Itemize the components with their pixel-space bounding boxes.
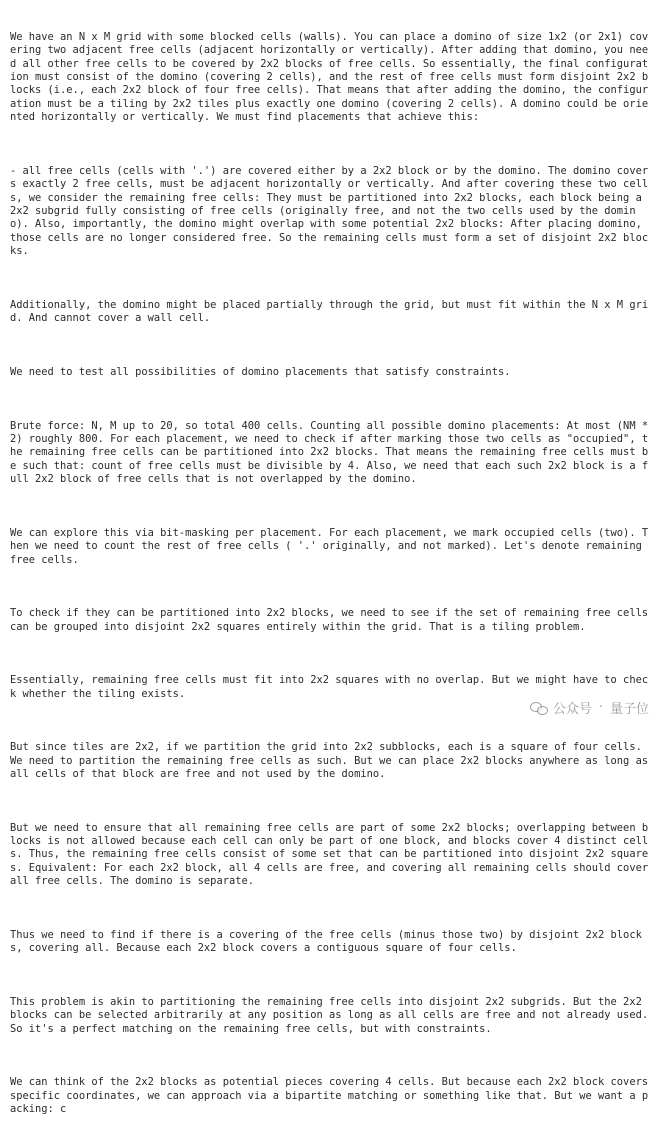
paragraph: We need to test all possibilities of domino placements that satisfy constraints. — [10, 365, 511, 378]
paragraph: Thus we need to find if there is a covering of the free cells (minus those two) by disjoint 2x2 blocks, covering all. Because each 2x2 block covers a contiguous square of four cells. — [10, 928, 642, 955]
watermark-separator: · — [598, 700, 603, 715]
paragraph: - all free cells (cells with '.') are covered either by a 2x2 block or by the domino. The domino covers exactly 2 free cells, must be adjacent horizontally or vertically. And after covering these two cells, we consider the remaining free cells: They must be partitioned into 2x2 blocks, each block being a 2x2 subgrid fully consisting of free cells (originally free, and not the two cells used by the domino). Also, importantly, the domino might overlap with some potential 2x2 blocks: After placing domino, those cells are no longer considered free. So the remaining cells must form a set of disjoint 2x2 blocks. — [10, 164, 649, 258]
paragraph: We have an N x M grid with some blocked cells (walls). You can place a domino of size 1x2 (or 2x1) covering two adjacent free cells (adjacent horizontally or vertically). After adding that domino, you need all other free cells to be covered by 2x2 blocks of free cells. So essentially, the final configuration must consist of the domino (covering 2 cells), and the rest of free cells must form disjoint 2x2 blocks (i.e., each 2x2 block of four free cells). That means that after adding the domino, the configuration must be a tiling by 2x2 tiles plus exactly one domino (covering 2 cells). A domino could be oriented horizontally or vertically. We must find placements that achieve this: — [10, 30, 649, 124]
watermark-name: 量子位 — [609, 702, 649, 717]
paragraph: Additionally, the domino might be placed partially through the grid, but must fit within the N x M grid. And cannot cover a wall cell. — [10, 298, 649, 325]
wechat-icon — [530, 701, 548, 715]
paragraph: To check if they can be partitioned into 2x2 blocks, we need to see if the set of remaining free cells can be grouped into disjoint 2x2 squares entirely within the grid. That is a tiling problem. — [10, 607, 655, 633]
reasoning-text-document — [10, 4, 654, 1143]
watermark — [527, 697, 652, 718]
paragraph: But we need to ensure that all remaining free cells are part of some 2x2 blocks; overlapping between blocks is not allowed because each cell can only be part of one block, and blocks cover 4 distinct cells. Thus, the remaining free cells consist of some set that can be partitioned into disjoint 2x2 squares. Equivalent: For each 2x2 block, all 4 cells are free, and covering all remaining cells should cover all free cells. The domino is separate. — [10, 821, 655, 888]
paragraph: Brute force: N, M up to 20, so total 400 cells. Counting all possible domino placements: At most (NM * 2) roughly 800. For each placement, we need to check if after marking those two cells as "occupied", the remaining free cells can be partitioned into 2x2 blocks. That means the remaining free cells must be such that: count of free cells must be divisible by 4. Also, we need that each such 2x2 block is a full 2x2 block of free cells that is not overlapped by the domino. — [10, 419, 655, 486]
paragraph: But since tiles are 2x2, if we partition the grid into 2x2 subblocks, each is a square of four cells. We need to partition the remaining free cells as such. But we can place 2x2 blocks anywhere as long as all cells of that block are free and not used by the domino. — [10, 741, 655, 781]
watermark-source: 公众号 — [552, 702, 592, 717]
paragraph: We can explore this via bit-masking per placement. For each placement, we mark occupied cells (two). Then we need to count the rest of free cells ( '.' originally, and not marked). Let's denote remaining free cells. — [10, 526, 649, 566]
paragraph: Essentially, remaining free cells must fit into 2x2 squares with no overlap. But we might have to check whether the tiling exists. — [10, 674, 649, 700]
paragraph: We can think of the 2x2 blocks as potential pieces covering 4 cells. But because each 2x2 block covers specific coordinates, we can approach via a bipartite matching or something like that. But we want a packing: c — [10, 1076, 655, 1116]
paragraph: This problem is akin to partitioning the remaining free cells into disjoint 2x2 subgrids. But the 2x2 blocks can be selected arbitrarily at any position as long as all cells are free and not already used. So it's a perfect matching on the remaining free cells, but with constraints. — [10, 995, 655, 1035]
